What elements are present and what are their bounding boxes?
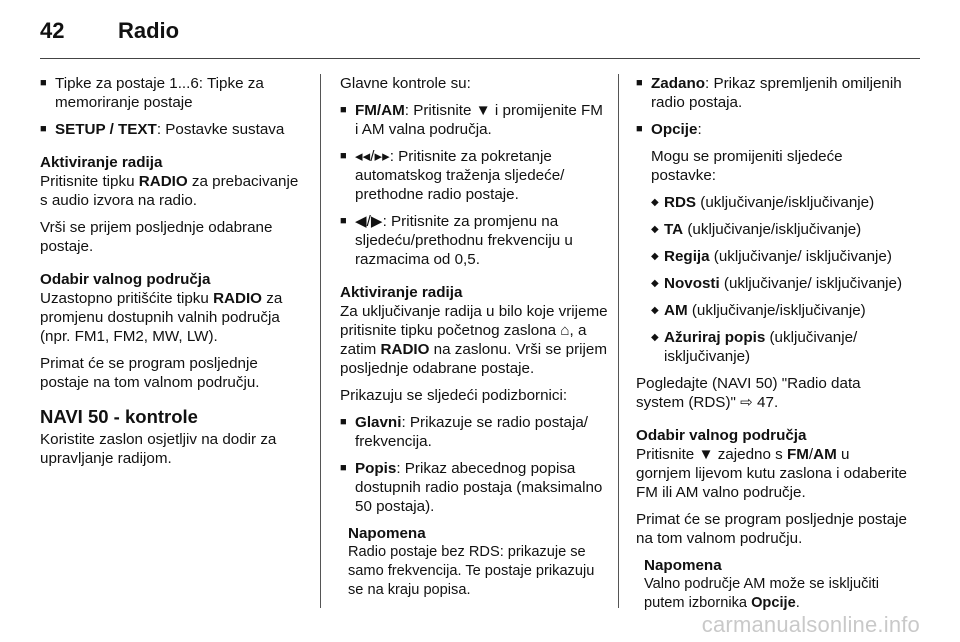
sub-bullet-item: ◆ Ažuriraj popis (uključivanje/ isključivanje) [636,328,908,366]
cross-reference: Pogledajte (NAVI 50) "Radio data system (RDS)" ⇨ 47. [636,375,861,411]
sub-bullet-item: ◆ Regija (uključivanje/ isključivanje) [636,247,908,266]
bullet-item [40,74,308,112]
page-number: 42 [40,18,65,43]
note-block [636,556,908,613]
column-left [40,74,308,476]
sub-bullet-item: ◆ TA (uključivanje/isključivanje) [636,220,908,239]
paragraph: Primat će se program posljednje postaje na tom valnom području. [40,355,260,391]
sub-bullet-item: ◆ Novosti (uključivanje/ isključivanje) [636,274,908,293]
note-text: Valno područje AM može se isključiti putem izbornika Opcije. [644,576,879,611]
column-right [636,74,908,621]
note-block [340,524,608,600]
note-title: Napomena [644,557,722,574]
sub-bullet-item: ◆ RDS (uključivanje/isključivanje) [636,193,908,212]
section-heading: Aktiviranje radija [40,154,163,171]
paragraph: Prikazuju se sljedeći podizbornici: [340,387,568,404]
note-title: Napomena [348,525,426,542]
paragraph: Vrši se prijem posljednje odabrane postaje. [40,219,273,255]
paragraph: Pritisnite ▼ zajedno s FM/AM u gornjem lijevom kutu zaslona i odaberite FM ili AM valno područje. [636,446,907,501]
bullet-item: ■ Zadano: Prikaz spremljenih omiljenih radio postaja. [636,74,908,112]
bullet-item [40,120,308,139]
section-heading: Odabir valnog područja [40,271,211,288]
paragraph: Glavne kontrole su: [340,75,471,92]
bullet-bold: SETUP / TEXT [55,121,157,138]
paragraph: Uzastopno pritišćite tipku RADIO za promjenu dostupnih valnih područja (npr. FM1, FM2, MW, LW). [40,290,283,345]
bullet-text: : Postavke sustava [156,121,285,138]
bullet-item: ■ ◂◂/▸▸: Pritisnite za pokretanje automatskog traženja sljedeće/ prethodne radio postaje. [340,147,608,204]
bullet-item: ■ Glavni: Prikazuje se radio postaja/ frekvencija. [340,413,608,451]
page-header [40,18,179,48]
column-divider [320,74,321,608]
bullet-item: ■ FM/AM: Pritisnite ▼ i promijenite FM i AM valna područja. [340,101,608,139]
bullet-item: ■ Opcije: [636,120,908,139]
paragraph: Primat će se program posljednje postaje na tom valnom području. [636,511,907,547]
paragraph: Za uključivanje radija u bilo koje vrijeme pritisnite tipku početnog zaslona ⌂, a zatim RADIO na zaslonu. Vrši se prijem posljednje odabrane postaje. [340,303,608,377]
main-heading: NAVI 50 - kontrole [40,406,198,427]
column-divider [618,74,619,608]
bullet-item: ■ Popis: Prikaz abecednog popisa dostupnih radio postaja (maksimalno 50 postaja). [340,459,608,516]
note-text: Radio postaje bez RDS: prikazuje se samo frekvencija. Te postaje prikazuju se na kraju popisa. [348,544,595,598]
column-middle [340,74,608,608]
paragraph: Koristite zaslon osjetljiv na dodir za upravljanje radijom. [40,431,277,467]
sub-bullet-item: ◆ AM (uključivanje/isključivanje) [636,301,908,320]
bullet-text: Tipke za postaje 1...6: Tipke za memoriranje postaje [55,75,264,111]
watermark: carmanualsonline.info [701,612,920,637]
page-title: Radio [118,18,180,43]
paragraph: Mogu se promijeniti sljedeće postavke: [651,148,843,184]
paragraph: Pritisnite tipku RADIO za prebacivanje s audio izvora na radio. [40,173,299,209]
section-heading: Aktiviranje radija [340,284,463,301]
bullet-item: ■ ◀/▶: Pritisnite za promjenu na sljedeću/prethodnu frekvenciju u razmacima od 0,5. [340,212,608,269]
section-heading: Odabir valnog područja [636,427,807,444]
header-rule [40,58,920,59]
